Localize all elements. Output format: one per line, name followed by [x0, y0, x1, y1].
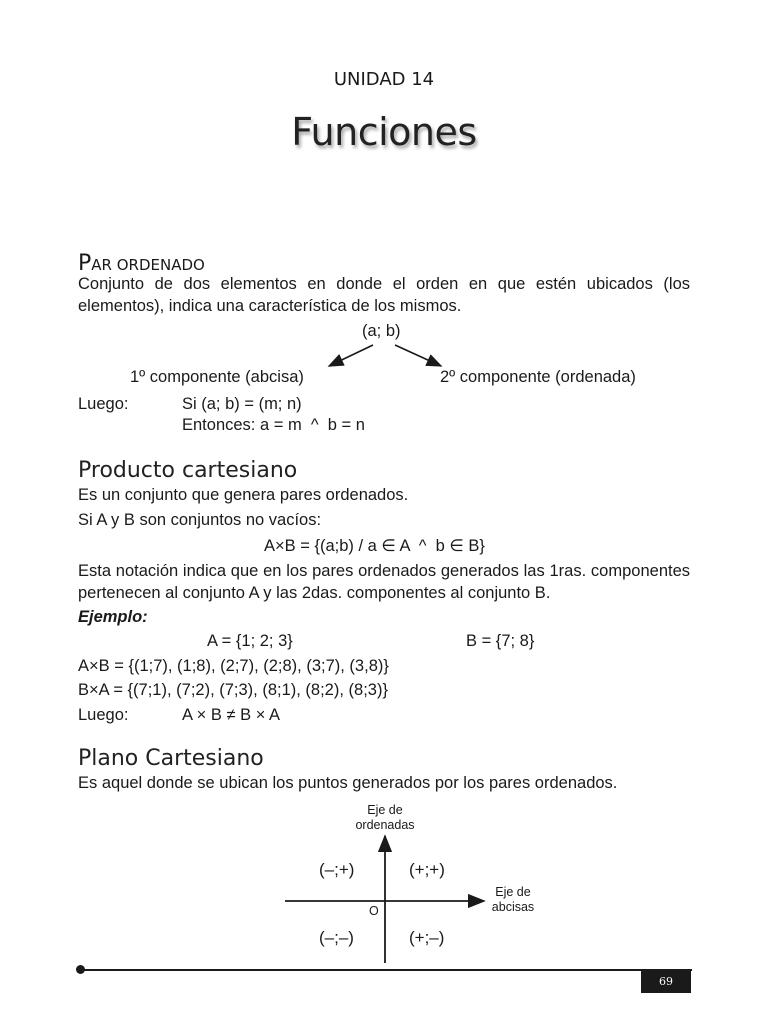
section-heading-plano-cartesiano: Plano Cartesiano [78, 746, 264, 771]
luego-line-1: Si (a; b) = (m; n) [182, 395, 302, 413]
bxa-result: B×A = {(7;1), (7;2), (7;3), (8;1), (8;2), (8;3)} [78, 681, 388, 699]
x-axis-label [480, 885, 546, 915]
x-axis-label-line-1: Eje de [495, 885, 531, 899]
pair-notation: (a; b) [362, 322, 401, 340]
producto-line-2: Si A y B son conjuntos no vacíos: [78, 511, 322, 529]
quadrant-1-sign: (+;+) [409, 860, 445, 879]
y-axis-label-line-2: ordenadas [355, 818, 415, 832]
section-heading-producto-cartesiano: Producto cartesiano [78, 458, 298, 483]
plano-line-1: Es aquel donde se ubican los puntos generados por los pares ordenados. [78, 774, 618, 792]
producto-luego-value: A × B ≠ B × A [182, 706, 281, 724]
producto-explanation: Esta notación indica que en los pares ordenados generados las 1ras. componentes pertenecen al conjunto A y las 2das. componentes al conjunto B. [78, 562, 690, 602]
ejemplo-label: Ejemplo: [78, 608, 148, 626]
page-number: 69 [641, 971, 691, 993]
unit-label: UNIDAD 14 [333, 69, 435, 90]
heading-small-caps: AR ORDENADO [91, 256, 205, 274]
quadrant-4-sign: (+;–) [409, 928, 445, 947]
y-axis-label-line-1: Eje de [367, 803, 403, 817]
heading-initial: P [78, 251, 92, 276]
y-axis-label [345, 803, 425, 833]
origin-label: O [369, 904, 379, 918]
set-a: A = {1; 2; 3} [207, 632, 293, 650]
page-title: Funciones [291, 110, 477, 154]
footer-rule [80, 969, 692, 971]
first-component-label: 1º componente (abcisa) [130, 368, 304, 386]
producto-line-1: Es un conjunto que genera pares ordenados. [78, 486, 409, 504]
producto-luego-label: Luego: [78, 706, 129, 724]
par-ordenado-definition: Conjunto de dos elementos en donde el orden en que estén ubicados (los elementos), indica una característica de los mismos. [78, 275, 690, 315]
cartesian-product-formula: A×B = {(a;b) / a ∈ A ^ b ∈ B} [264, 537, 485, 555]
axb-result: A×B = {(1;7), (1;8), (2;7), (2;8), (3;7), (3,8)} [78, 657, 389, 675]
x-axis-label-line-2: abcisas [491, 900, 535, 914]
set-b: B = {7; 8} [466, 632, 535, 650]
quadrant-3-sign: (–;–) [319, 928, 354, 947]
second-component-label: 2º componente (ordenada) [440, 368, 636, 386]
luego-label: Luego: [78, 395, 129, 413]
luego-line-2: Entonces: a = m ^ b = n [182, 416, 365, 434]
quadrant-2-sign: (–;+) [319, 860, 355, 879]
